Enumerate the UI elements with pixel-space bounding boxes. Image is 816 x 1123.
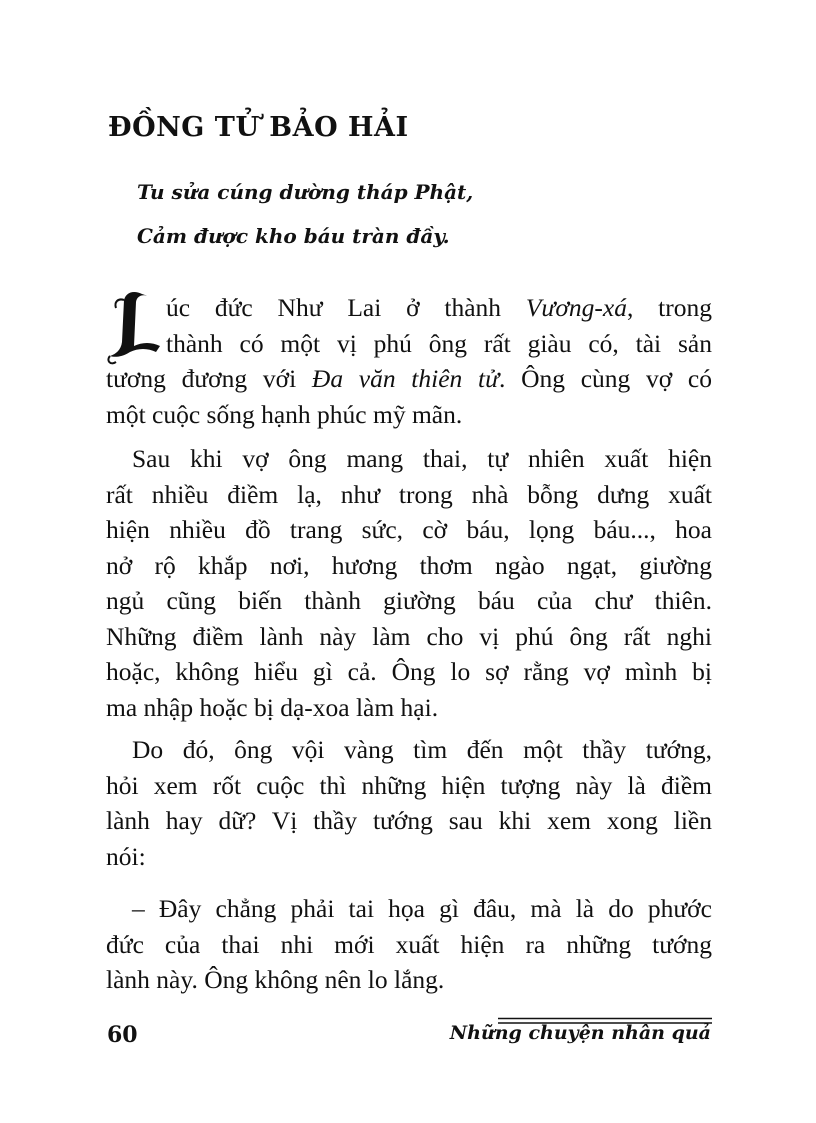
paragraph-2 — [106, 441, 712, 725]
paragraph-3-line: Do đó, ông vội vàng tìm đến một thầy tướng, — [132, 735, 712, 764]
paragraph-2-line: hiện nhiều đồ trang sức, cờ báu, lọng báu..., hoa — [106, 515, 712, 544]
paragraph-1-line: thành có một vị phú ông rất giàu có, tài sản — [166, 328, 712, 358]
paragraph-4-line: lành này. Ông không nên lo lắng. — [106, 965, 445, 994]
paragraph-1-line: một cuộc sống hạnh phúc mỹ mãn. — [106, 399, 463, 429]
italic-term: Đa văn thiên tử — [311, 364, 499, 393]
paragraph-2-line: hoặc, không hiểu gì cả. Ông lo sợ rằng vợ mình bị — [106, 657, 712, 686]
paragraph-2-line: rất nhiều điềm lạ, như trong nhà bỗng dưng xuất — [106, 479, 712, 509]
book-title: Những chuyện nhân quả — [449, 1022, 711, 1044]
page-number: 60 — [107, 1022, 138, 1048]
paragraph-1-line: úc đức Như Lai ở thành Vương-xá, trong — [166, 293, 712, 322]
paragraph-1-line: tương đương với Đa văn thiên tử. Ông cùng vợ có — [106, 364, 712, 393]
paragraph-3-line: lành hay dữ? Vị thầy tướng sau khi xem xong liền — [106, 806, 712, 835]
paragraph-4-line: – Đây chẳng phải tai họa gì đâu, mà là do phước — [132, 894, 712, 923]
paragraph-2-line: ma nhập hoặc bị dạ-xoa làm hại. — [106, 692, 439, 722]
verse-line-1: Tu sửa cúng dường tháp Phật, — [137, 180, 474, 204]
paragraph-2-line: Sau khi vợ ông mang thai, tự nhiên xuất hiện — [132, 444, 712, 473]
paragraph-3-line: hỏi xem rốt cuộc thì những hiện tượng này là điềm — [106, 770, 712, 800]
paragraph-4-dialogue — [106, 891, 712, 998]
paragraph-3 — [106, 732, 712, 874]
paragraph-3-line: nói: — [106, 841, 146, 871]
paragraph-2-line: nở rộ khắp nơi, hương thơm ngào ngạt, giường — [106, 550, 712, 580]
verse-line-2: Cảm được kho báu tràn đầy. — [137, 224, 450, 248]
footer-double-rule — [498, 1010, 712, 1018]
paragraph-1 — [106, 290, 712, 432]
story-title: ĐỒNG TỬ BẢO HẢI — [108, 112, 409, 143]
drop-cap-letter: L — [104, 288, 105, 289]
italic-term: Vương-xá — [525, 293, 627, 322]
paragraph-2-line: ngủ cũng biến thành giường báu của chư thiên. — [106, 586, 712, 615]
paragraph-4-line: đức của thai nhi mới xuất hiện ra những tướng — [106, 929, 712, 959]
paragraph-2-line: Những điềm lành này làm cho vị phú ông rất nghi — [106, 621, 712, 651]
